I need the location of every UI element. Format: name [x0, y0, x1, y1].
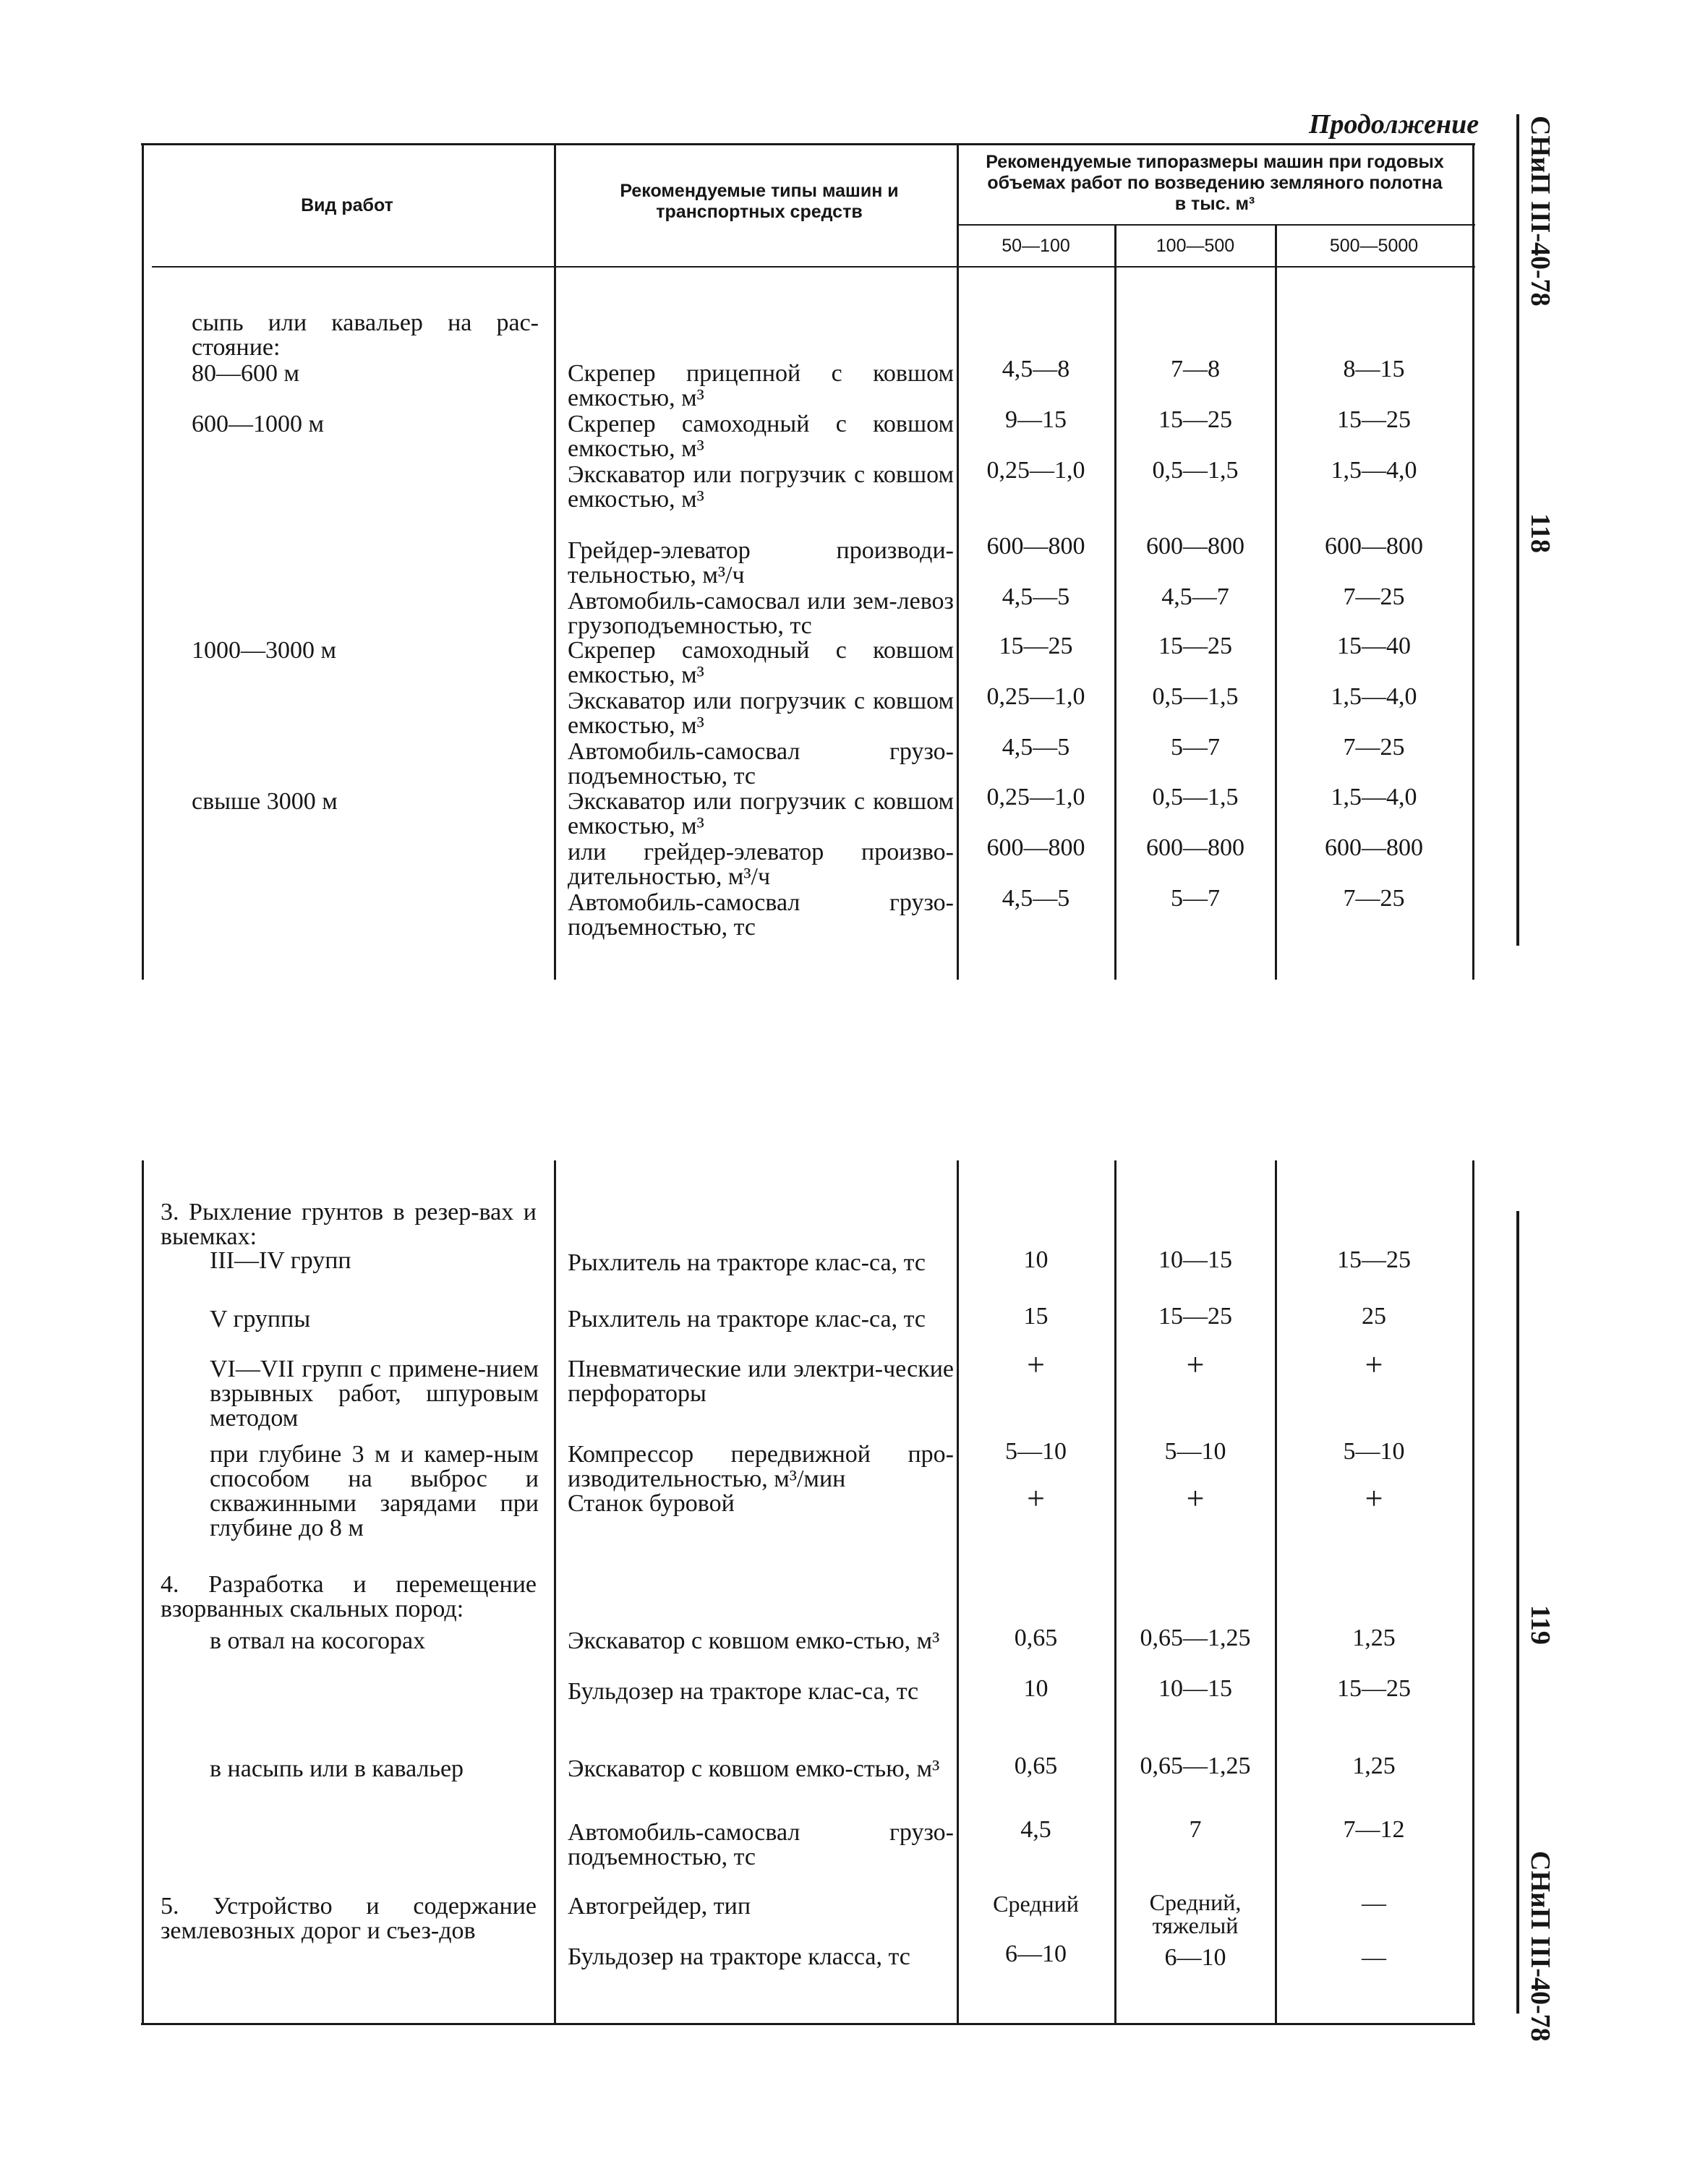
work-category-4: 4. Разработка и перемещение взорванных скальных пород:	[161, 1571, 537, 1622]
value-range-2: 15—25	[1158, 1303, 1232, 1330]
value-range-1: 6—10	[1005, 1941, 1067, 1967]
value-range-3: 1,25	[1352, 1753, 1396, 1779]
value-range-3: 7—12	[1343, 1816, 1405, 1843]
value-range-3: 15—25	[1337, 1246, 1411, 1273]
value-range-3: 600—800	[1325, 533, 1423, 560]
value-range-1: +	[1027, 1481, 1045, 1516]
value-range-2: 600—800	[1146, 834, 1244, 861]
value-range-2: 4,5—7	[1161, 583, 1229, 610]
value-range-1: 5—10	[1005, 1438, 1067, 1465]
value-range-3: 7—25	[1343, 734, 1405, 761]
value-range-3: 7—25	[1343, 583, 1405, 610]
machine-type: Экскаватор с ковшом емко-стью, м³	[568, 1755, 940, 1782]
work-category: 80—600 м	[192, 360, 300, 387]
machine-type: Рыхлитель на тракторе клас-са, тс	[568, 1306, 926, 1332]
side-rule-top	[1516, 114, 1519, 946]
value-range-1: 0,65	[1014, 1625, 1058, 1651]
machine-type: Скрепер прицепной с ковшом емкостью, м³	[568, 360, 954, 411]
header-machine-types: Рекомендуемые типы машин и транспортных средств	[620, 181, 899, 222]
value-range-3: 7—25	[1343, 885, 1405, 912]
work-subcategory: в насыпь или в кавальер	[210, 1755, 464, 1782]
work-category: 1000—3000 м	[192, 637, 337, 664]
machine-type: Пневматические или электри-ческие перфораторы	[568, 1356, 954, 1407]
col-line-1	[554, 145, 556, 980]
value-range-2: 5—7	[1171, 734, 1220, 761]
machine-type: Автомобиль-самосвал или зем-левоз грузоподъемностью, тс	[568, 588, 954, 639]
work-category: свыше 3000 м	[192, 788, 338, 815]
machine-type: Рыхлитель на тракторе клас-са, тс	[568, 1249, 926, 1276]
col-line-right	[1472, 1160, 1474, 2024]
side-page-bottom: 119	[1525, 1605, 1555, 1645]
header-work-type: Вид работ	[301, 195, 393, 215]
value-range-1: 15	[1023, 1303, 1049, 1330]
machine-type: Автомобиль-самосвал грузо-подъемностью, тс	[568, 1819, 954, 1870]
work-category: 600—1000 м	[192, 411, 325, 437]
work-category-intro: сыпь или кавальер на рас-стояние:	[192, 309, 539, 361]
work-subcategory: III—IV групп	[210, 1247, 351, 1274]
header-range-50-100: 50—100	[1002, 236, 1070, 256]
machine-type: Экскаватор или погрузчик с ковшом емкостью, м³	[568, 688, 954, 739]
work-subcategory: VI—VII групп с примене-нием взрывных работ, шпуровым методом	[210, 1356, 539, 1432]
col-line-left	[142, 1160, 144, 2024]
value-range-3: 1,5—4,0	[1331, 683, 1417, 710]
value-range-1: 0,25—1,0	[986, 683, 1085, 710]
value-range-3: 15—40	[1337, 633, 1411, 659]
value-range-2: 15—25	[1158, 406, 1232, 433]
machine-type: Автомобиль-самосвал грузо-подъемностью, тс	[568, 889, 954, 941]
value-range-1: 0,25—1,0	[986, 457, 1085, 484]
value-range-1: 4,5—8	[1002, 356, 1070, 382]
value-range-2: Средний, тяжелый	[1149, 1889, 1242, 1938]
value-range-2: 15—25	[1158, 633, 1232, 659]
machine-type: Бульдозер на тракторе класса, тс	[568, 1943, 910, 1970]
value-range-3: 5—10	[1343, 1438, 1405, 1465]
machine-type: Экскаватор или погрузчик с ковшом емкостью, м³	[568, 788, 954, 839]
value-range-2: 600—800	[1146, 533, 1244, 560]
value-range-1: 9—15	[1005, 406, 1067, 433]
work-subcategory: V группы	[210, 1306, 311, 1332]
value-range-3: +	[1365, 1347, 1383, 1382]
value-range-1: 0,25—1,0	[986, 784, 1085, 810]
machine-type: Грейдер-элеватор производи-тельностью, м³/ч	[568, 537, 954, 589]
side-code-top: СНиП III-40-78	[1525, 116, 1555, 307]
machine-type: Автогрейдер, тип	[568, 1893, 751, 1920]
value-range-2: +	[1186, 1481, 1205, 1516]
header-range-500-5000: 500—5000	[1329, 236, 1419, 256]
value-range-1: Средний	[993, 1891, 1079, 1917]
machine-type: Скрепер самоходный с ковшом емкостью, м³	[568, 637, 954, 688]
value-range-3: 600—800	[1325, 834, 1423, 861]
value-range-2: 7	[1189, 1816, 1202, 1843]
value-range-1: 600—800	[986, 533, 1085, 560]
value-range-3: —	[1362, 1890, 1386, 1917]
value-range-3: +	[1365, 1481, 1383, 1516]
value-range-1: 600—800	[986, 834, 1085, 861]
value-range-1: 4,5—5	[1002, 583, 1070, 610]
machine-type: Автомобиль-самосвал грузо-подъемностью, тс	[568, 738, 954, 790]
work-category-3: 3. Рыхление грунтов в резер-вах и выемках:	[161, 1199, 537, 1250]
value-range-2: 0,65—1,25	[1140, 1625, 1251, 1651]
header-size-group: Рекомендуемые типоразмеры машин при годовых объемах работ по возведению земляного полотна в тыс. м³	[986, 152, 1444, 214]
value-range-3: —	[1362, 1944, 1386, 1971]
machine-type: Скрепер самоходный с ковшом емкостью, м³	[568, 411, 954, 462]
header-range-100-500: 100—500	[1156, 236, 1235, 256]
side-code-bottom: СНиП III-40-78	[1525, 1851, 1555, 2042]
value-range-3: 1,25	[1352, 1625, 1396, 1651]
work-subcategory: в отвал на косогорах	[210, 1627, 426, 1654]
side-page-top: 118	[1525, 513, 1555, 553]
value-range-3: 15—25	[1337, 406, 1411, 433]
machine-type: или грейдер-элеватор произво-дительностью, м³/ч	[568, 839, 954, 890]
value-range-1: 4,5—5	[1002, 885, 1070, 912]
col-line-right	[1472, 145, 1474, 980]
value-range-3: 1,5—4,0	[1331, 784, 1417, 810]
value-range-1: 4,5	[1020, 1816, 1051, 1843]
work-category-5: 5. Устройство и содержание землевозных дорог и съез-дов	[161, 1893, 537, 1944]
value-range-3: 1,5—4,0	[1331, 457, 1417, 484]
machine-type: Экскаватор с ковшом емко-стью, м³	[568, 1627, 940, 1654]
value-range-1: 4,5—5	[1002, 734, 1070, 761]
subheader-rule	[958, 224, 1475, 226]
machine-type: Экскаватор или погрузчик с ковшом емкостью, м³	[568, 461, 954, 513]
value-range-2: 5—7	[1171, 885, 1220, 912]
top-rule	[141, 143, 1475, 145]
machine-type: Компрессор передвижной про-изводительностью, м³/мин	[568, 1441, 954, 1492]
machine-type: Бульдозер на тракторе клас-са, тс	[568, 1678, 919, 1705]
value-range-3: 25	[1362, 1303, 1386, 1330]
value-range-2: 0,5—1,5	[1152, 784, 1239, 810]
work-subcategory: при глубине 3 м и камер-ным способом на выброс и скважинными зарядами при глубине до 8 м	[210, 1441, 539, 1541]
value-range-1: 0,65	[1014, 1753, 1058, 1779]
machine-type: Станок буровой	[568, 1490, 735, 1517]
value-range-2: 0,5—1,5	[1152, 683, 1239, 710]
col-line-1	[554, 1160, 556, 2024]
value-range-3: 8—15	[1343, 356, 1405, 382]
value-range-2: 7—8	[1171, 356, 1220, 382]
value-range-2: 5—10	[1164, 1438, 1226, 1465]
value-range-2: 0,65—1,25	[1140, 1753, 1251, 1779]
value-range-2: 10—15	[1158, 1675, 1232, 1702]
value-range-3: 15—25	[1337, 1675, 1411, 1702]
value-range-2: 0,5—1,5	[1152, 457, 1239, 484]
value-range-1: 10	[1023, 1675, 1049, 1702]
value-range-1: 10	[1023, 1246, 1049, 1273]
side-rule-bottom	[1516, 1211, 1519, 2014]
value-range-2: 10—15	[1158, 1246, 1232, 1273]
col-line-left	[142, 145, 144, 980]
value-range-2: +	[1186, 1347, 1205, 1382]
continuation-label: Продолжение	[1309, 109, 1479, 140]
bottom-rule	[141, 2023, 1475, 2025]
value-range-1: 15—25	[999, 633, 1073, 659]
value-range-2: 6—10	[1164, 1944, 1226, 1971]
value-range-1: +	[1027, 1347, 1045, 1382]
